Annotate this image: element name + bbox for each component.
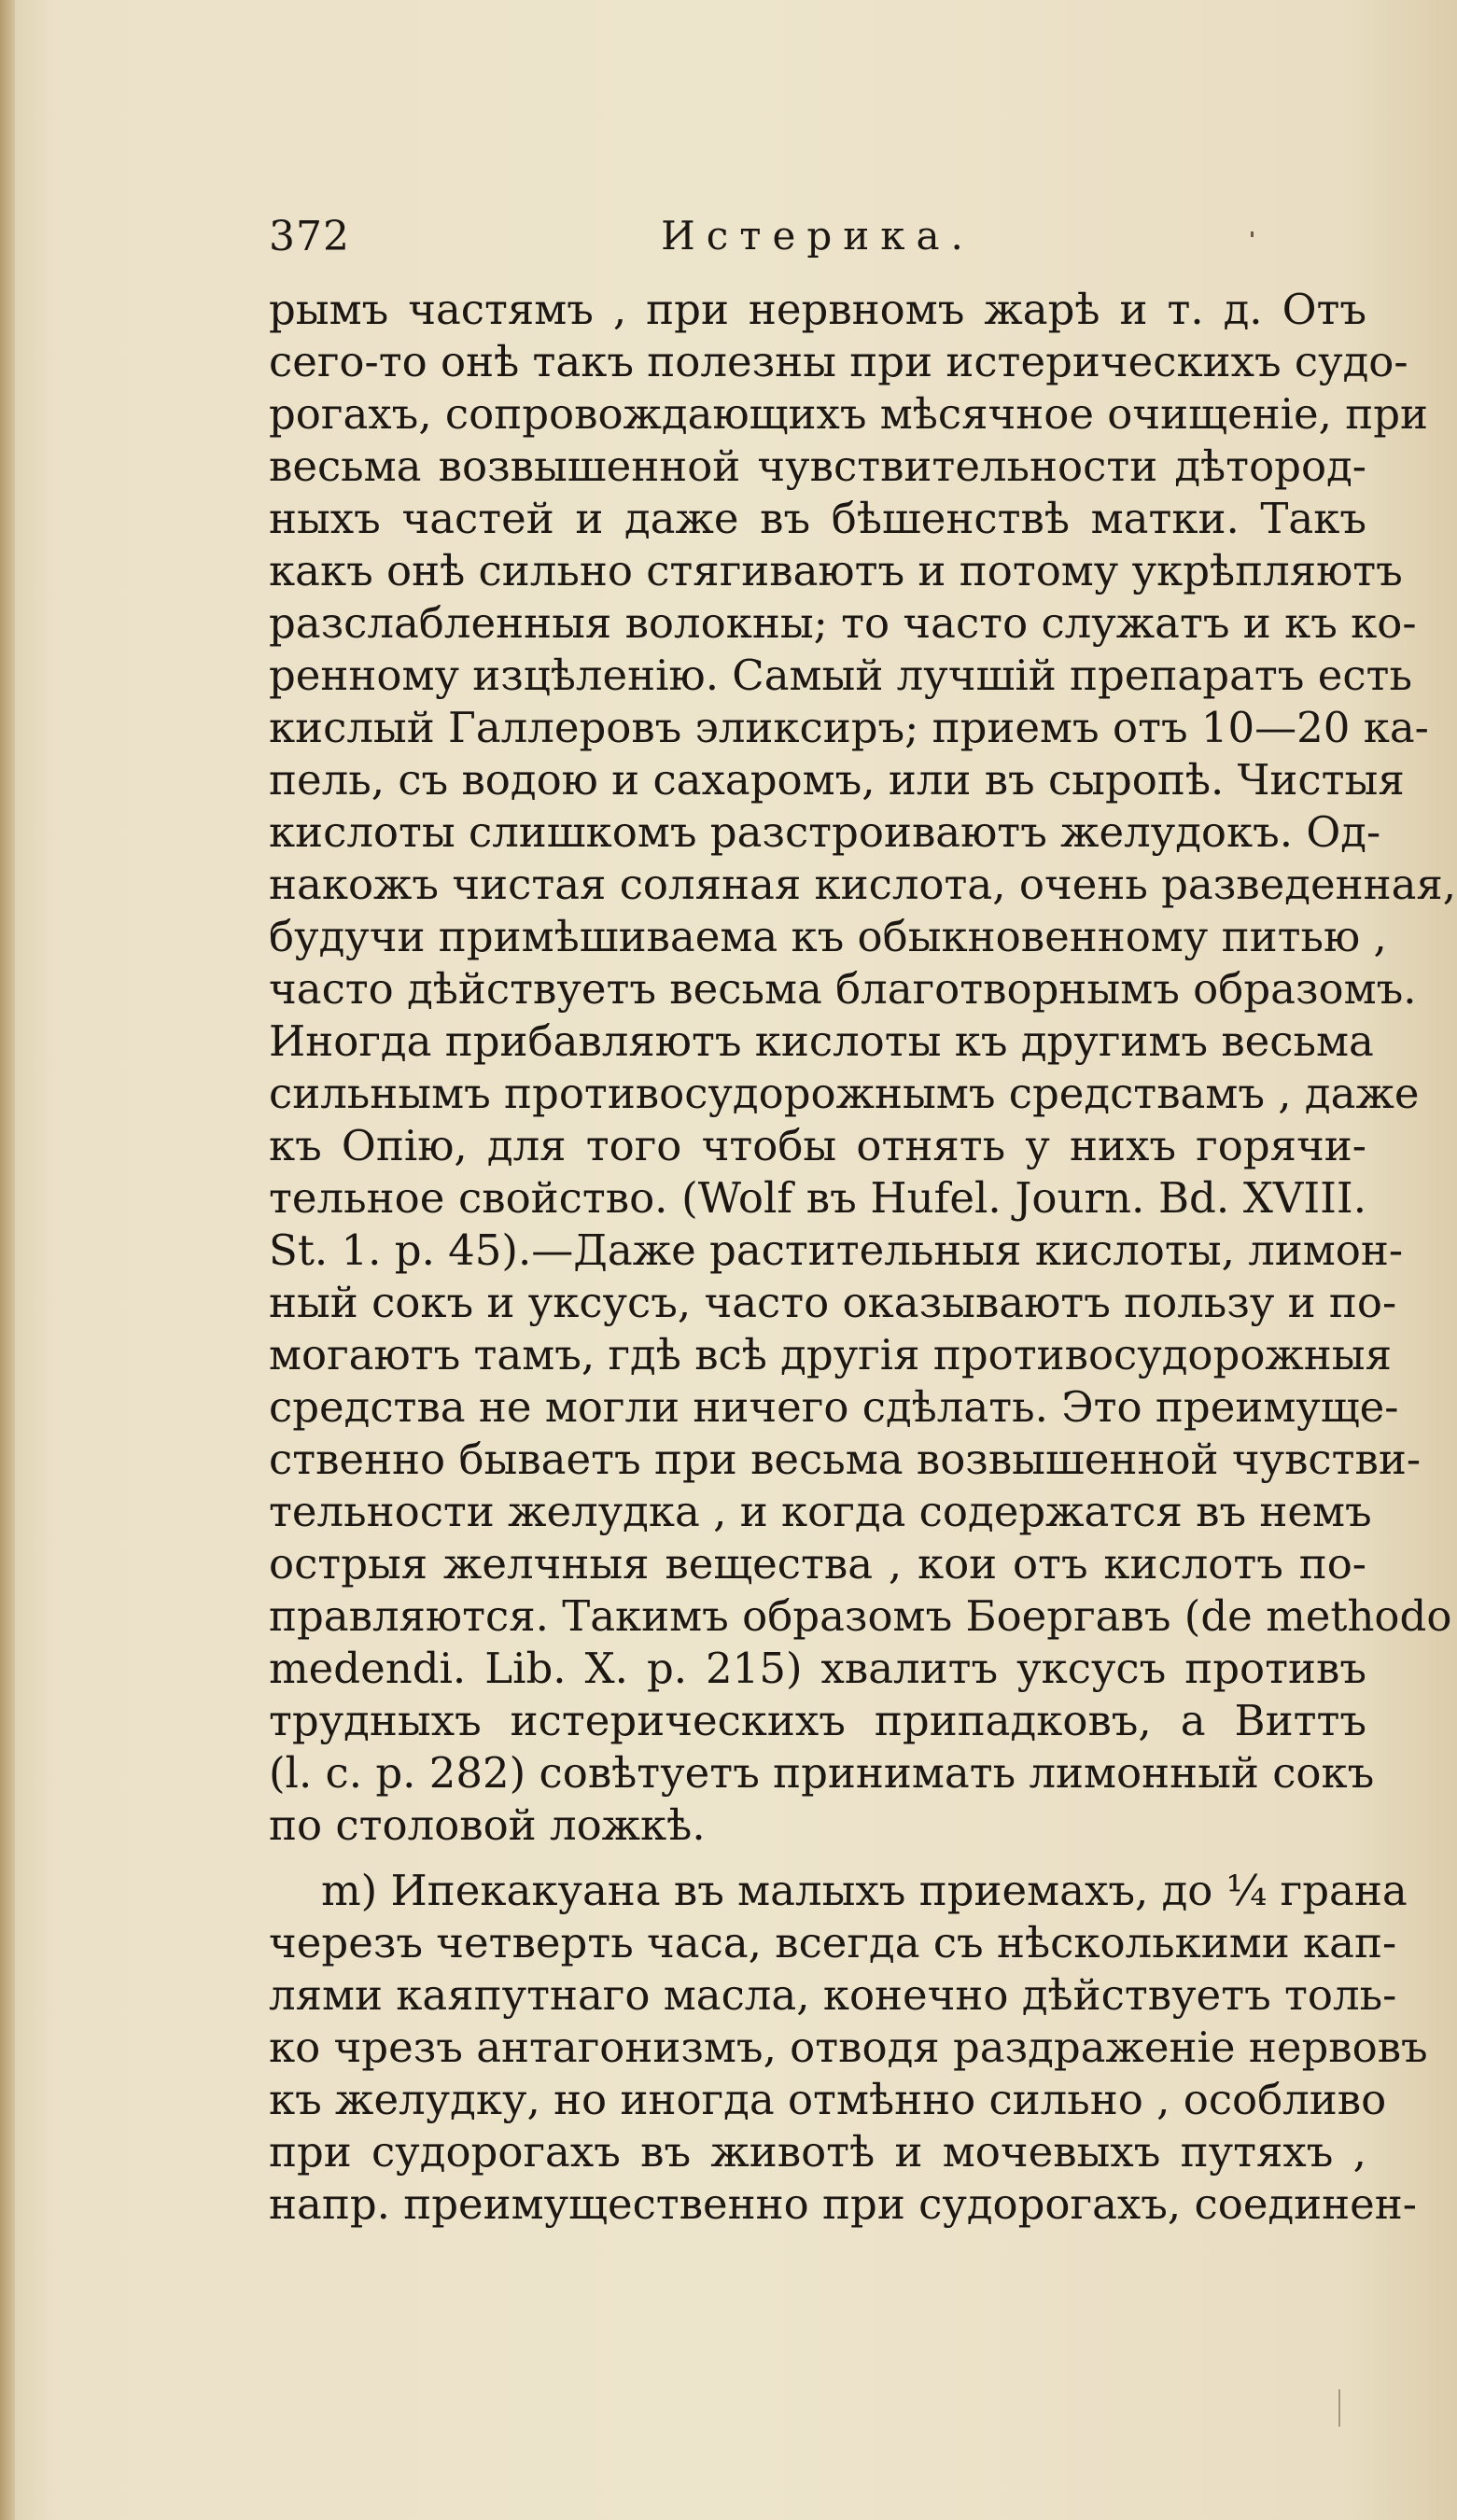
text-line: ренному изцѣленiю. Самый лучшiй препаратъ есть <box>269 651 1412 700</box>
text-line: весьма возвышенной чувствительности дѣтород- <box>269 441 1366 491</box>
text-line: часто дѣйствуетъ весьма благотворнымъ образомъ. <box>269 964 1417 1014</box>
page-number: 372 <box>269 213 350 260</box>
running-title: Истерика. <box>661 213 974 259</box>
text-line: рогахъ, сопровождающихъ мѣсячное очищенiе, при <box>269 389 1429 439</box>
paragraph-gap <box>269 1852 1366 1865</box>
text-line: St. 1. p. 45).—Даже растительныя кислоты, лимон- <box>269 1225 1404 1275</box>
body-text <box>269 284 1457 2231</box>
text-line: кислый Галлеровъ эликсиръ; приемъ отъ 10—20 ка- <box>269 703 1429 752</box>
text-line: средства не могли ничего сдѣлать. Это преимуще- <box>269 1382 1399 1432</box>
text-line: трудныхъ истерическихъ припадковъ, а Виттъ <box>269 1696 1366 1745</box>
text-line: острыя желчныя вещества , кои отъ кислотъ по- <box>269 1539 1366 1589</box>
text-line: накожъ чистая соляная кислота, очень разведенная, <box>269 860 1457 909</box>
text-line: ко чрезъ антагонизмъ, отводя раздраженiе нервовъ <box>269 2023 1428 2072</box>
text-line: напр. преимущественно при судорогахъ, соединен- <box>269 2179 1417 2229</box>
text-line: рымъ частямъ , при нервномъ жарѣ и т. д. Отъ <box>269 285 1366 334</box>
page-spine-shadow <box>0 0 15 2520</box>
text-line: будучи примѣшиваема къ обыкновенному питью , <box>269 912 1387 961</box>
page-header <box>269 213 1366 269</box>
text-line: ныхъ частей и даже въ бѣшенствѣ матки. Такъ <box>269 494 1366 543</box>
text-line: (l. c. p. 282) совѣтуетъ принимать лимонный сокъ <box>269 1748 1375 1798</box>
text-line: по столовой ложкѣ. <box>269 1800 706 1850</box>
text-line: тельное свойство. (Wolf въ Hufel. Journ. Bd. XVIII. <box>269 1173 1366 1223</box>
text-line: къ желудку, но иногда отмѣнно сильно , особливо <box>269 2075 1387 2124</box>
text-line: Иногда прибавляютъ кислоты къ другимъ весьма <box>269 1016 1374 1066</box>
text-line: разслабленныя волокны; то часто служатъ и къ ко- <box>269 598 1417 648</box>
text-line: пель, съ водою и сахаромъ, или въ сыропѣ. Чистыя <box>269 755 1405 805</box>
paragraph <box>269 1865 1428 2231</box>
text-line: сего-то онѣ такъ полезны при истерическихъ судо- <box>269 337 1408 386</box>
text-line: m) Ипекакуана въ малыхъ приемахъ, до ¼ грана <box>321 1866 1408 1915</box>
text-line: правляются. Такимъ образомъ Боергавъ (de methodo <box>269 1591 1452 1641</box>
text-line: могаютъ тамъ, гдѣ всѣ другiя противосудорожныя <box>269 1330 1393 1379</box>
text-line: тельности желудка , и когда содержатся въ немъ <box>269 1487 1372 1536</box>
text-line: къ Опiю, для того чтобы отнять у нихъ горячи- <box>269 1121 1366 1170</box>
text-line: ный сокъ и уксусъ, часто оказываютъ пользу и по- <box>269 1278 1397 1327</box>
text-line: кислоты слишкомъ разстроиваютъ желудокъ. Од- <box>269 807 1381 857</box>
text-line: medendi. Lib. X. p. 215) хвалитъ уксусъ противъ <box>269 1644 1366 1693</box>
text-line: лями каяпутнаго масла, конечно дѣйствуетъ толь- <box>269 1970 1397 2020</box>
ink-speck <box>1338 2389 1340 2427</box>
text-line: черезъ четверть часа, всегда съ нѣсколькими кап- <box>269 1918 1397 1967</box>
text-line: при судорогахъ въ животѣ и мочевыхъ путяхъ , <box>269 2127 1366 2177</box>
paragraph <box>269 284 1457 1852</box>
text-line: сильнымъ противосудорожнымъ средствамъ , даже <box>269 1069 1420 1118</box>
text-line: какъ онѣ сильно стягиваютъ и потому укрѣпляютъ <box>269 546 1403 595</box>
text-line: ственно бываетъ при весьма возвышенной чувстви- <box>269 1435 1422 1484</box>
